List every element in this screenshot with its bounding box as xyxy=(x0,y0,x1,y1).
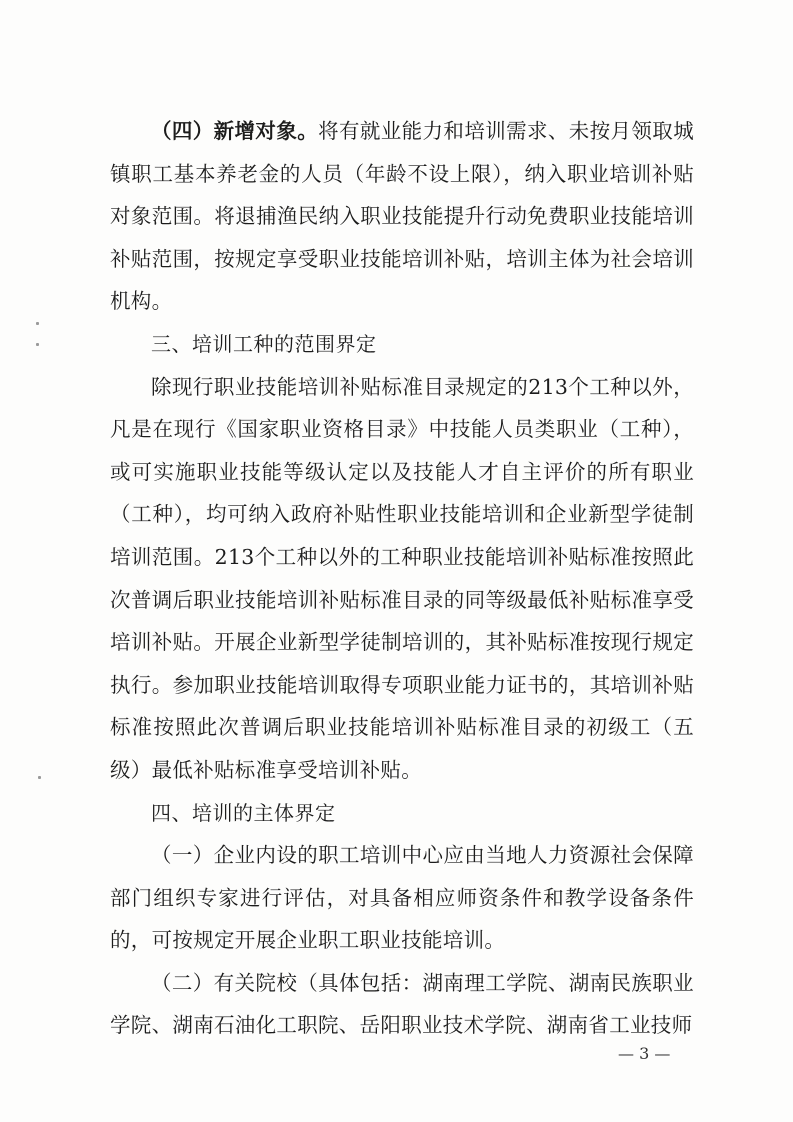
document-body xyxy=(110,110,694,1047)
paragraph-text-new-targets: 将有就业能力和培训需求、未按月领取城镇职工基本养老金的人员（年龄不设上限），纳入职业培训补贴对象范围。将退捕渔民纳入职业技能提升行动免费职业技能培训补贴范围，按规定享受职业技能培训补贴，培训主体为社会培训机构。 xyxy=(110,119,694,314)
scan-mark xyxy=(36,322,39,325)
paragraph-related-institutions: （二）有关院校（具体包括：湖南理工学院、湖南民族职业学院、湖南石油化工职院、岳阳职业技术学院、湖南省工业技师 xyxy=(110,970,694,1038)
paragraph-lead-new-targets: （四）新增对象。 xyxy=(151,119,319,143)
paragraph-training-scope: 除现行职业技能培训补贴标准目录规定的213个工种以外，凡是在现行《国家职业资格目录》中技能人员类职业（工种），或可实施职业技能等级认定以及技能人才自主评价的所有职业（工种），均可纳入政府补贴性职业技能培训和企业新型学徒制培训范围。213个工种以外的工种职业技能培训补贴标准按照此次普调后职业技能培训补贴标准目录的同等级最低补贴标准享受培训补贴。开展企业新型学徒制培训的，其补贴标准按现行规定执行。参加职业技能培训取得专项职业能力证书的，其培训补贴标准按照此次普调后职业技能培训补贴标准目录的初级工（五级）最低补贴标准享受培训补贴。 xyxy=(110,374,694,782)
page-number: — 3 — xyxy=(618,1044,671,1063)
paragraph-new-targets xyxy=(110,110,694,323)
paragraph-enterprise-training-center: （一）企业内设的职工培训中心应由当地人力资源社会保障部门组织专家进行评估，对具备相应师资条件和教学设备条件的，可按规定开展企业职工职业技能培训。 xyxy=(110,843,694,953)
scan-mark xyxy=(38,776,41,779)
scan-mark xyxy=(36,343,39,346)
section-heading-3: 三、培训工种的范围界定 xyxy=(151,331,377,356)
section-heading-4: 四、培训的主体界定 xyxy=(151,800,336,825)
